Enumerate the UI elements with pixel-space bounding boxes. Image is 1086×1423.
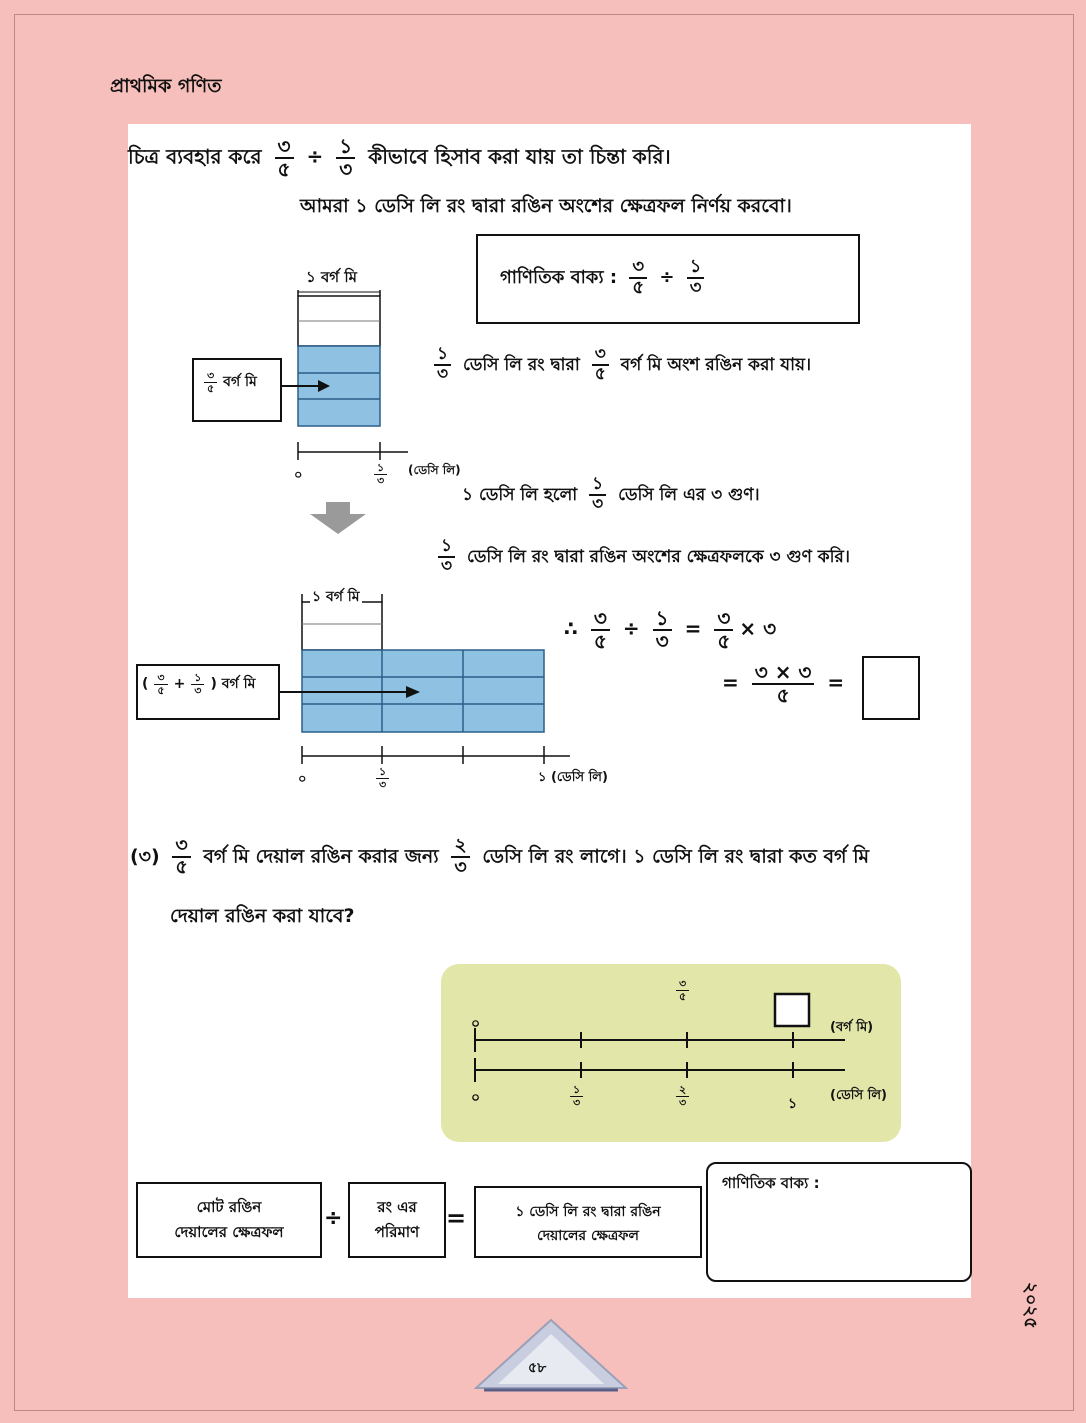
bottom-line-one: ১ <box>788 1096 798 1112</box>
diagram-2-tick-third: $\frac{১}{৩}$ <box>370 766 395 790</box>
year-label: ২০২৫ <box>1020 1282 1041 1329</box>
diagram-1-tick-third: $\frac{১}{৩}$ <box>368 462 393 486</box>
equation-line-1: ∴ $\frac{৩}{৫}$ ÷ $\frac{১}{৩}$ = $\frac{৩}{৫}$ × ৩ <box>564 606 777 653</box>
diagram-1-callout: $\frac{৩}{৫}$ বর্গ মি <box>192 358 282 422</box>
explain-line-2: ১ ডেসি লি হলো $\frac{১}{৩}$ ডেসি লি এর ৩ গুণ। <box>462 474 760 514</box>
explain-line-3: $\frac{১}{৩}$ ডেসি লি রং দ্বারা রঙিন অংশের ক্ষেত্রফলকে ৩ গুণ করি। <box>432 538 850 576</box>
diagram-2-axis-end: ১ (ডেসি লি) <box>538 770 608 785</box>
formula-equals-sign: = <box>446 1204 467 1232</box>
bottom-line-two-thirds: $\frac{২}{৩}$ <box>670 1084 695 1108</box>
diagram-2 <box>270 580 590 800</box>
answer-math-sentence-box[interactable] <box>706 1162 972 1282</box>
diagram-1-axis-unit: (ডেসি লি) <box>408 463 461 477</box>
formula-box-area-per-dl: ১ ডেসি লি রং দ্বারা রঙিন দেয়ালের ক্ষেত্রফল <box>474 1186 702 1258</box>
bottom-line-unit: (ডেসি লি) <box>830 1088 887 1103</box>
bottom-line-one-third: $\frac{১}{৩}$ <box>564 1084 589 1108</box>
top-line-fraction: $\frac{৩}{৫}$ <box>670 978 695 1002</box>
unshaded-area <box>302 602 382 650</box>
math-sentence-fraction-b: $\frac{১}{৩}$ <box>687 258 705 298</box>
intro-suffix: কীভাবে হিসাব করা যায় তা চিন্তা করি। <box>368 144 671 169</box>
math-sentence-label: গাণিতিক বাক্য : <box>500 266 618 288</box>
diagram-2-tick-zero: ০ <box>298 772 307 787</box>
intro-fraction-b: $\frac{১}{৩}$ <box>336 136 355 180</box>
answer-box[interactable] <box>862 656 920 720</box>
bottom-line-zero: ০ <box>471 1090 481 1106</box>
diagram-2-callout: ( $\frac{৩}{৫}$ + $\frac{১}{৩}$ ) বর্গ মি <box>136 664 280 720</box>
problem-3-line-1: (৩) $\frac{৩}{৫}$ বর্গ মি দেয়াল রঙিন করার জন্য $\frac{২}{৩}$ ডেসি লি রং লাগে। ১ ডেসি লি রং দ্বারা কত বর্গ মি <box>130 834 870 878</box>
book-title: প্রাথমিক গণিত <box>110 75 222 97</box>
number-line-answer-box[interactable] <box>775 994 809 1026</box>
page-number-triangle <box>474 1318 628 1394</box>
math-sentence-box: গাণিতিক বাক্য : $\frac{৩}{৫}$ ÷ $\frac{১}{৩}$ <box>476 234 860 324</box>
formula-box-total-area: মোট রঙিন দেয়ালের ক্ষেত্রফল <box>136 1182 322 1258</box>
formula-box-paint-amount: রং এর পরিমাণ <box>348 1182 446 1258</box>
answer-math-sentence-label: গাণিতিক বাক্য : <box>722 1174 820 1192</box>
problem-3-line-2: দেয়াল রঙিন করা যাবে? <box>170 905 355 927</box>
intro-prefix: চিত্র ব্যবহার করে <box>128 144 262 169</box>
diagram-1-tick-zero: ০ <box>294 468 303 483</box>
intro-fraction-a: $\frac{৩}{৫}$ <box>275 136 294 180</box>
top-line-zero: ০ <box>471 1016 481 1032</box>
formula-divide-sign: ÷ <box>324 1206 343 1231</box>
intro-line-2: আমরা ১ ডেসি লি রং দ্বারা রঙিন অংশের ক্ষেত্রফল নির্ণয় করবো। <box>300 195 792 217</box>
top-line-unit: (বর্গ মি) <box>830 1020 874 1035</box>
page-number: ৫৮ <box>528 1360 547 1376</box>
callout-fraction: $\frac{৩}{৫}$ <box>204 370 217 394</box>
division-sign: ÷ <box>306 144 324 169</box>
problem-number: (৩) <box>130 845 160 868</box>
math-sentence-fraction-a: $\frac{৩}{৫}$ <box>629 258 647 298</box>
down-arrow-icon <box>306 502 370 536</box>
equation-line-2: = $\frac{৩ \times ৩}{৫}$ = <box>722 660 845 707</box>
diagram-1-top-label: ১ বর্গ মি <box>306 268 357 286</box>
diagram-2-top-label: ১ বর্গ মি <box>310 585 362 609</box>
intro-line-1 <box>128 136 671 180</box>
explain-line-1: $\frac{১}{৩}$ ডেসি লি রং দ্বারা $\frac{৩}{৫}$ বর্গ মি অংশ রঙিন করা যায়। <box>428 346 811 384</box>
